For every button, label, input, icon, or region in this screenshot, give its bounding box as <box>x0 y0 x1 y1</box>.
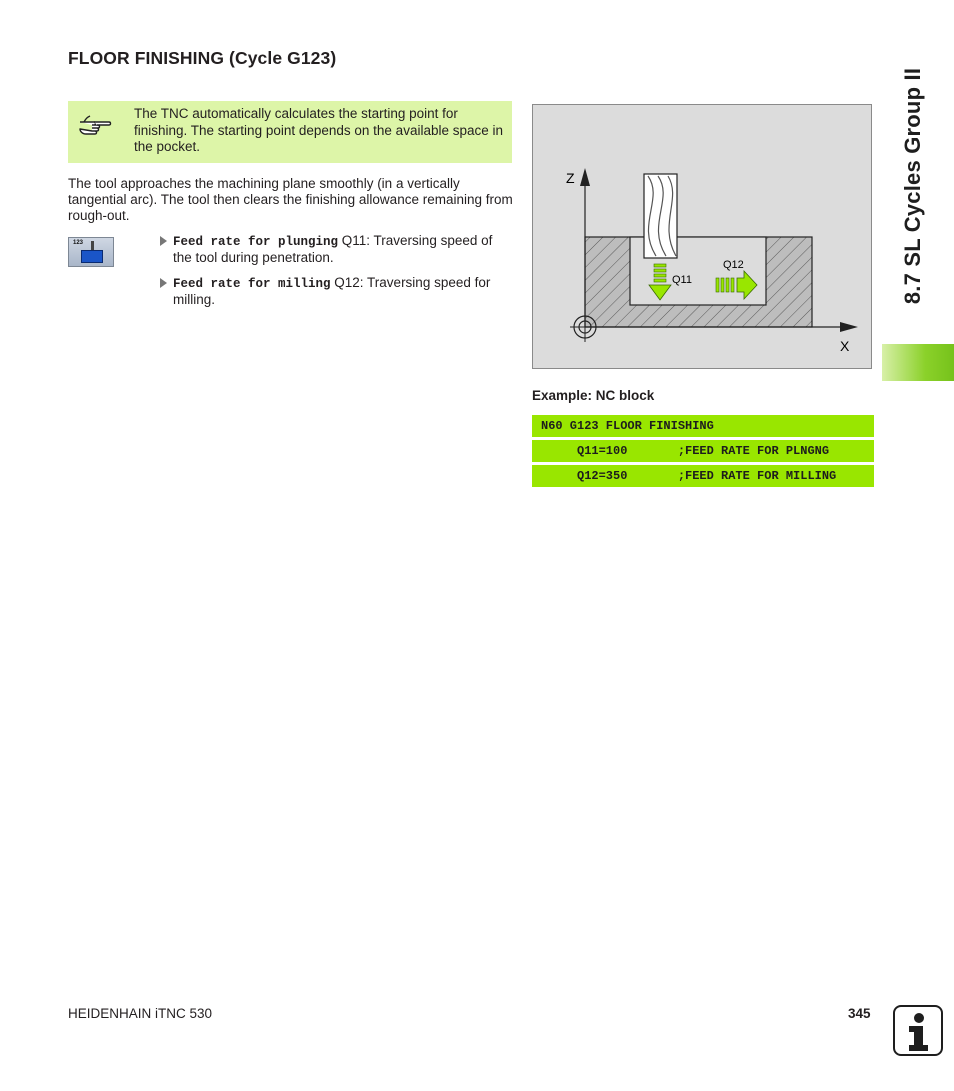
param-name: Feed rate for plunging <box>173 235 339 249</box>
diagram-drawing <box>532 104 872 369</box>
x-axis-label: X <box>840 338 850 354</box>
section-title-text: 8.7 SL Cycles Group II <box>900 67 925 304</box>
nc-line: Q12=350 ;FEED RATE FOR MILLING <box>532 465 874 487</box>
param-desc: Q11: Traversing speed of the tool during penetration. <box>173 233 493 265</box>
x-axis-arrow <box>840 322 858 332</box>
param-desc: Q12: Traversing speed for milling. <box>173 275 491 307</box>
workpiece-icon <box>81 250 103 263</box>
section-tab <box>882 344 954 381</box>
section-side-title <box>893 48 933 323</box>
nc-line: N60 G123 FLOOR FINISHING <box>532 415 874 437</box>
bullet-arrow-icon <box>160 236 167 246</box>
cycle-diagram <box>532 104 872 369</box>
info-icon <box>893 1005 943 1056</box>
z-axis-label: Z <box>566 170 575 186</box>
page-number: 345 <box>848 1006 871 1021</box>
q11-label: Q11 <box>672 274 692 286</box>
example-title: Example: NC block <box>532 388 655 403</box>
end-mill-tool <box>644 174 677 258</box>
param-item-q11 <box>160 233 504 266</box>
tool-icon <box>91 241 94 250</box>
param-name: Feed rate for milling <box>173 277 331 291</box>
pointing-hand-icon <box>78 111 112 139</box>
cycle-123-softkey <box>68 237 114 267</box>
nc-line: Q11=100 ;FEED RATE FOR PLNGNG <box>532 440 874 462</box>
body-paragraph: The tool approaches the machining plane smoothly (in a vertically tangential arc). The tool then clears the finishing allowance remaining from rough-out. <box>68 176 513 223</box>
bullet-arrow-icon <box>160 278 167 288</box>
z-axis-arrow <box>580 168 590 186</box>
page-title: FLOOR FINISHING (Cycle G123) <box>68 48 337 68</box>
softkey-label: 123 <box>73 240 84 246</box>
note-text: The TNC automatically calculates the starting point for finishing. The starting point depends on the available space in the pocket. <box>134 106 504 154</box>
note-box <box>68 101 512 163</box>
footer-product: HEIDENHAIN iTNC 530 <box>68 1006 213 1021</box>
q12-label: Q12 <box>723 259 744 271</box>
param-item-q12 <box>160 275 504 308</box>
